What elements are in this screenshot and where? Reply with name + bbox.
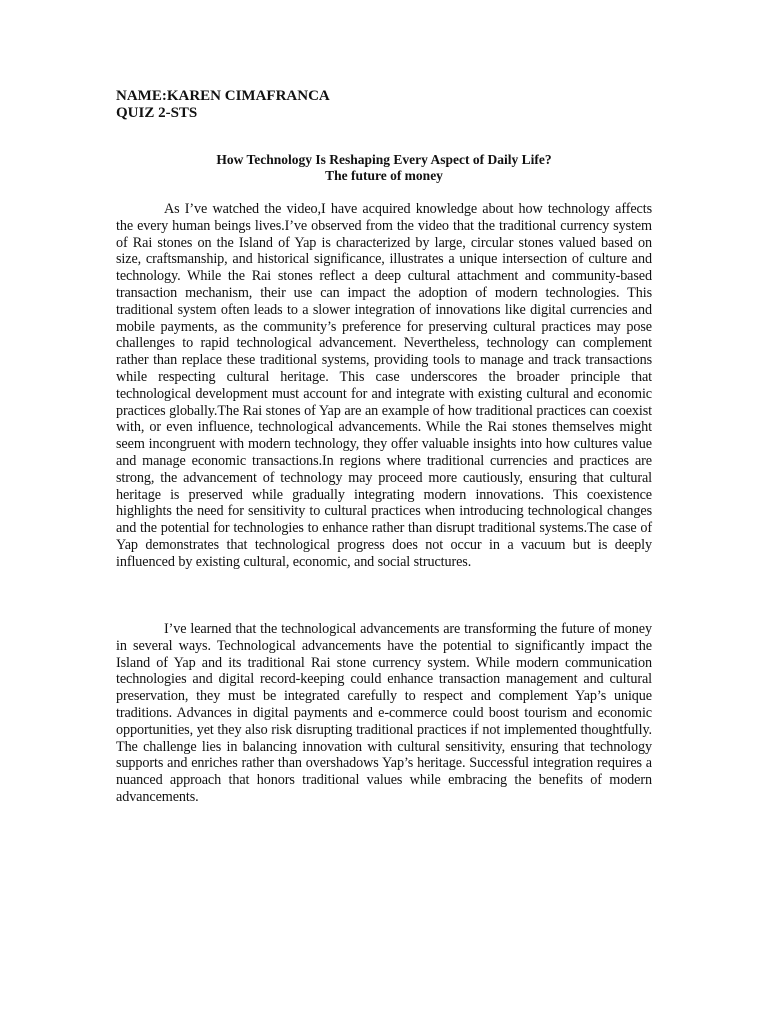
body-paragraph-2: I’ve learned that the technological advancements are transforming the future of money in several ways. Technological advancements have the potential to significantly impact the Island of Yap and its traditional Rai stone currency system. While modern communication technologies and digital record-keeping could enhance transaction management and cultural preservation, they must be integrated carefully to respect and complement Yap’s unique traditions. Advances in digital payments and e-commerce could boost tourism and economic opportunities, yet they also risk disrupting traditional practices if not implemented thoughtfully. The challenge lies in balancing innovation with cultural sensitivity, ensuring that technology supports and enriches rather than overshadows Yap’s heritage. Successful integration requires a nuanced approach that honors traditional values while embracing the benefits of modern advancements. (116, 621, 652, 805)
document-title (116, 152, 652, 184)
author-name: NAME:KAREN CIMAFRANCA (116, 88, 330, 104)
document-header (116, 88, 330, 122)
body-paragraph-1: As I’ve watched the video,I have acquired knowledge about how technology affects the every human beings lives.I’ve observed from the video that the traditional currency system of Rai stones on the Island of Yap is characterized by large, circular stones valued based on size, craftsmanship, and historical significance, illustrates a unique intersection of culture and technology. While the Rai stones reflect a deep cultural attachment and community-based transaction mechanism, their use can impact the adoption of modern technologies. This traditional system often leads to a slower integration of innovations like digital currencies and mobile payments, as the community’s preference for preserving cultural practices may pose challenges to rapid technological advancement. Nevertheless, technology can complement rather than replace these traditional systems, providing tools to manage and track transactions while respecting cultural heritage. This case underscores the broader principle that technological development must account for and integrate with existing cultural and economic practices globally.The Rai stones of Yap are an example of how traditional practices can coexist with, or even influence, technological advancements. While the Rai stones themselves might seem incongruent with modern technology, they offer valuable insights into how cultures value and manage economic transactions.In regions where traditional currencies and practices are strong, the advancement of technology may proceed more cautiously, ensuring that cultural heritage is preserved while gradually integrating modern innovations. This coexistence highlights the need for sensitivity to cultural practices when introducing technological changes and the potential for technologies to enhance rather than disrupt traditional systems.The case of Yap demonstrates that technological progress does not occur in a vacuum but is deeply influenced by existing cultural, economic, and social structures. (116, 201, 652, 570)
title-line-1: How Technology Is Reshaping Every Aspect of Daily Life? (216, 152, 552, 167)
title-line-2: The future of money (325, 168, 443, 183)
quiz-label: QUIZ 2-STS (116, 105, 198, 121)
